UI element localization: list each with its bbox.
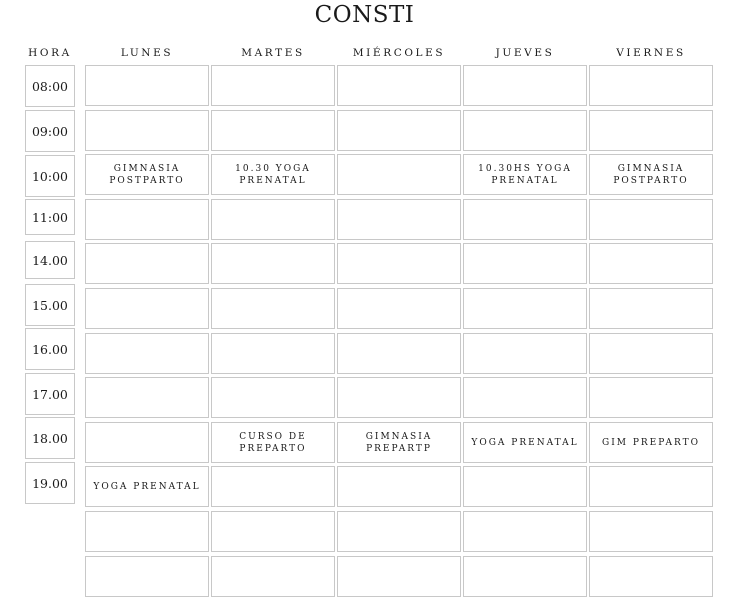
schedule-cell: GIM PREPARTO bbox=[589, 422, 713, 463]
schedule-cell bbox=[211, 199, 335, 240]
schedule-cell bbox=[589, 65, 713, 106]
schedule-cell: YOGA PRENATAL bbox=[85, 466, 209, 507]
hour-cell: 18.00 bbox=[25, 417, 75, 459]
schedule-cell bbox=[85, 199, 209, 240]
schedule-cell bbox=[85, 556, 209, 597]
schedule-cell bbox=[337, 110, 461, 151]
schedule-cell bbox=[85, 333, 209, 374]
schedule-cell bbox=[211, 511, 335, 552]
schedule-cell bbox=[589, 288, 713, 329]
schedule-cell bbox=[589, 556, 713, 597]
hour-cell: 10:00 bbox=[25, 155, 75, 197]
hour-cell: 08:00 bbox=[25, 65, 75, 107]
hour-cell: 09:00 bbox=[25, 110, 75, 152]
schedule-cell bbox=[337, 199, 461, 240]
schedule-cell bbox=[589, 110, 713, 151]
schedule-cell bbox=[463, 556, 587, 597]
hour-cell: 19.00 bbox=[25, 462, 75, 504]
schedule-cell bbox=[589, 466, 713, 507]
schedule-cell bbox=[85, 377, 209, 418]
schedule-cell bbox=[337, 154, 461, 195]
schedule-cell: CURSO DE PREPARTO bbox=[211, 422, 335, 463]
hour-cell: 11:00 bbox=[25, 199, 75, 235]
schedule-cell bbox=[589, 199, 713, 240]
schedule-cell bbox=[589, 511, 713, 552]
schedule-cell bbox=[337, 466, 461, 507]
schedule-cell: 10.30 YOGA PRENATAL bbox=[211, 154, 335, 195]
header-monday: LUNES bbox=[120, 47, 174, 59]
schedule-cell: 10.30HS YOGA PRENATAL bbox=[463, 154, 587, 195]
schedule-cell bbox=[211, 243, 335, 284]
schedule-cell bbox=[85, 110, 209, 151]
header-hora: HORA bbox=[28, 47, 72, 59]
schedule-cell bbox=[337, 288, 461, 329]
schedule-cell bbox=[211, 110, 335, 151]
hour-cell: 15.00 bbox=[25, 284, 75, 326]
hour-cell: 17.00 bbox=[25, 373, 75, 415]
schedule-cell bbox=[211, 288, 335, 329]
schedule-cell bbox=[463, 288, 587, 329]
schedule-cell bbox=[337, 511, 461, 552]
schedule-cell bbox=[463, 377, 587, 418]
schedule-cell bbox=[589, 243, 713, 284]
schedule-cell bbox=[211, 333, 335, 374]
schedule-cell: GIMNASIA PREPARTP bbox=[337, 422, 461, 463]
schedule-cell bbox=[211, 556, 335, 597]
page-title: CONSTI bbox=[314, 2, 415, 28]
header-wednesday: MIÉRCOLES bbox=[352, 47, 446, 59]
schedule-cell bbox=[463, 110, 587, 151]
schedule-cell: YOGA PRENATAL bbox=[463, 422, 587, 463]
header-thursday: JUEVES bbox=[495, 47, 555, 59]
schedule-cell bbox=[85, 243, 209, 284]
schedule-cell: GIMNASIA POSTPARTO bbox=[85, 154, 209, 195]
schedule-cell bbox=[211, 65, 335, 106]
hour-cell: 16.00 bbox=[25, 328, 75, 370]
header-friday: VIERNES bbox=[616, 47, 686, 59]
schedule-cell bbox=[211, 466, 335, 507]
schedule-cell bbox=[589, 377, 713, 418]
hour-cell: 14.00 bbox=[25, 241, 75, 279]
schedule-cell bbox=[463, 243, 587, 284]
schedule-cell bbox=[589, 333, 713, 374]
schedule-cell bbox=[463, 466, 587, 507]
schedule-cell bbox=[337, 333, 461, 374]
schedule-cell bbox=[85, 422, 209, 463]
schedule-cell bbox=[463, 199, 587, 240]
schedule-cell bbox=[85, 65, 209, 106]
schedule-cell bbox=[463, 511, 587, 552]
schedule-cell: GIMNASIA POSTPARTO bbox=[589, 154, 713, 195]
schedule-cell bbox=[85, 288, 209, 329]
schedule-cell bbox=[337, 377, 461, 418]
schedule-cell bbox=[211, 377, 335, 418]
schedule-cell bbox=[463, 333, 587, 374]
schedule-cell bbox=[337, 65, 461, 106]
header-tuesday: MARTES bbox=[241, 47, 305, 59]
schedule-cell bbox=[337, 556, 461, 597]
schedule-cell bbox=[463, 65, 587, 106]
schedule-cell bbox=[337, 243, 461, 284]
schedule-cell bbox=[85, 511, 209, 552]
